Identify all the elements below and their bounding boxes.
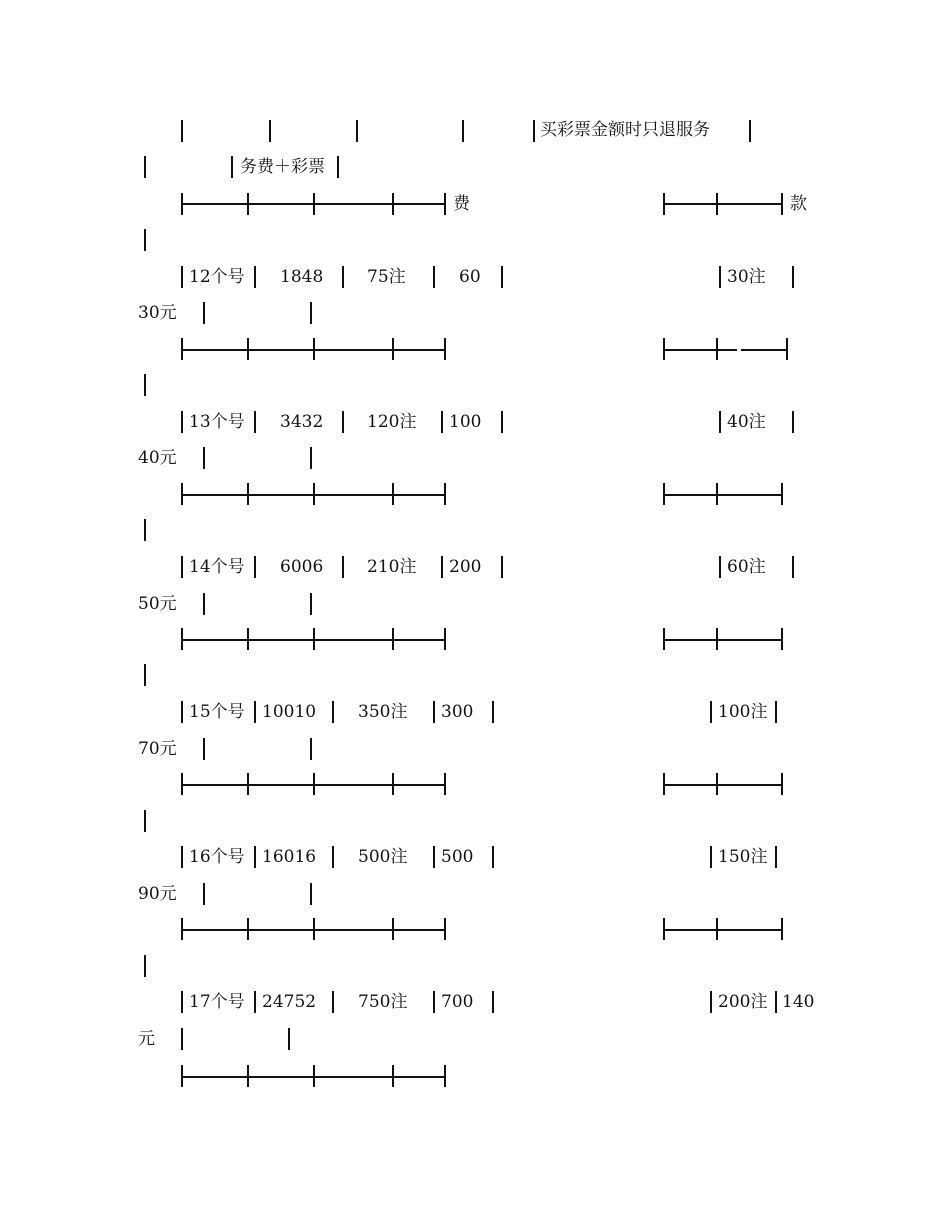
- table-border: [313, 918, 315, 940]
- table-border: [781, 773, 783, 795]
- table-border: [663, 628, 665, 650]
- table-border: [310, 738, 312, 760]
- table-border: [310, 302, 312, 324]
- table-border: [247, 773, 249, 795]
- table-border: [310, 593, 312, 615]
- table-border: [716, 338, 718, 360]
- table-border: [663, 193, 665, 215]
- table-border: [181, 846, 183, 868]
- table-border: [247, 193, 249, 215]
- table-border: [501, 411, 503, 433]
- table-border: [181, 556, 183, 578]
- table-rule: [664, 494, 782, 496]
- table-border: [392, 483, 394, 505]
- cell-refund-amount-unit: 元: [138, 1029, 155, 1049]
- table-border: [775, 846, 777, 868]
- table-border: [288, 1028, 290, 1050]
- table-border: [313, 338, 315, 360]
- table-border: [492, 701, 494, 723]
- cell-numbers: 15个号: [189, 702, 245, 722]
- table-border: [144, 519, 146, 541]
- table-border: [332, 701, 334, 723]
- table-border: [181, 193, 183, 215]
- table-border: [144, 664, 146, 686]
- table-border: [444, 628, 446, 650]
- cell-combos: 10010: [262, 702, 317, 722]
- table-rule: [717, 349, 737, 351]
- table-border: [337, 156, 339, 178]
- table-border: [492, 846, 494, 868]
- table-border: [247, 338, 249, 360]
- table-border: [310, 447, 312, 469]
- table-border: [181, 628, 183, 650]
- table-border: [786, 338, 788, 360]
- table-border: [181, 1028, 183, 1050]
- table-border: [492, 991, 494, 1013]
- table-border: [144, 229, 146, 251]
- table-border: [254, 266, 256, 288]
- table-border: [203, 302, 205, 324]
- cell-refund-amount: 40元: [138, 448, 177, 468]
- table-border: [269, 120, 271, 142]
- cell-refund-amount: 140: [782, 992, 815, 1012]
- table-border: [501, 266, 503, 288]
- header-title-part1: 买彩票金额时只退服务: [540, 120, 710, 140]
- table-border: [231, 156, 233, 178]
- table-border: [181, 773, 183, 795]
- table-border: [719, 266, 721, 288]
- table-border: [144, 374, 146, 396]
- table-border: [710, 991, 712, 1013]
- table-border: [203, 593, 205, 615]
- table-border: [433, 991, 435, 1013]
- table-border: [356, 120, 358, 142]
- table-border: [433, 701, 435, 723]
- table-border: [181, 701, 183, 723]
- table-border: [663, 918, 665, 940]
- table-border: [392, 918, 394, 940]
- table-border: [392, 628, 394, 650]
- table-border: [203, 738, 205, 760]
- table-border: [254, 846, 256, 868]
- header-kuan-label: 款: [790, 194, 807, 214]
- table-border: [441, 556, 443, 578]
- table-border: [254, 701, 256, 723]
- cell-refund-amount: 90元: [138, 884, 177, 904]
- cell-combos: 24752: [262, 992, 317, 1012]
- table-border: [716, 628, 718, 650]
- cell-numbers: 16个号: [189, 847, 245, 867]
- table-border: [719, 556, 721, 578]
- table-border: [792, 556, 794, 578]
- cell-refund-amount: 50元: [138, 594, 177, 614]
- cell-combos: 3432: [280, 412, 324, 432]
- table-border: [203, 883, 205, 905]
- table-border: [392, 193, 394, 215]
- table-border: [775, 991, 777, 1013]
- cell-combos: 6006: [280, 557, 324, 577]
- cell-refund-bets: 200注: [718, 992, 768, 1012]
- table-border: [392, 773, 394, 795]
- cell-refund-bets: 30注: [727, 267, 766, 287]
- table-border: [181, 338, 183, 360]
- cell-bets: 350注: [358, 702, 408, 722]
- table-border: [710, 701, 712, 723]
- table-border: [144, 810, 146, 832]
- cell-bets: 500注: [358, 847, 408, 867]
- table-border: [181, 483, 183, 505]
- table-border: [716, 483, 718, 505]
- table-border: [433, 266, 435, 288]
- table-border: [332, 846, 334, 868]
- cell-price: 60: [459, 267, 481, 287]
- cell-bets: 75注: [367, 267, 406, 287]
- table-border: [444, 773, 446, 795]
- table-border: [254, 991, 256, 1013]
- table-border: [254, 411, 256, 433]
- table-border: [663, 773, 665, 795]
- table-border: [181, 120, 183, 142]
- table-border: [716, 773, 718, 795]
- table-border: [313, 483, 315, 505]
- header-title-part2: 务费＋彩票: [240, 157, 325, 177]
- table-border: [392, 338, 394, 360]
- cell-numbers: 12个号: [189, 267, 245, 287]
- table-border: [781, 918, 783, 940]
- table-border: [781, 193, 783, 215]
- cell-bets: 120注: [367, 412, 417, 432]
- table-border: [501, 556, 503, 578]
- cell-price: 500: [441, 847, 474, 867]
- cell-combos: 1848: [280, 267, 324, 287]
- table-rule: [664, 784, 782, 786]
- table-border: [749, 120, 751, 142]
- table-border: [342, 266, 344, 288]
- table-rule: [664, 929, 782, 931]
- table-border: [775, 701, 777, 723]
- cell-numbers: 17个号: [189, 992, 245, 1012]
- table-border: [441, 411, 443, 433]
- table-border: [181, 266, 183, 288]
- table-rule: [664, 349, 716, 351]
- table-border: [313, 1065, 315, 1087]
- cell-combos: 16016: [262, 847, 317, 867]
- table-border: [444, 338, 446, 360]
- cell-numbers: 13个号: [189, 412, 245, 432]
- table-border: [792, 266, 794, 288]
- table-border: [181, 411, 183, 433]
- table-border: [433, 846, 435, 868]
- table-border: [144, 156, 146, 178]
- table-border: [181, 918, 183, 940]
- cell-refund-bets: 40注: [727, 412, 766, 432]
- table-border: [313, 628, 315, 650]
- table-border: [144, 955, 146, 977]
- cell-price: 200: [449, 557, 482, 577]
- table-border: [342, 411, 344, 433]
- cell-bets: 750注: [358, 992, 408, 1012]
- table-rule: [664, 203, 782, 205]
- table-border: [392, 1065, 394, 1087]
- table-border: [444, 918, 446, 940]
- table-rule: [741, 349, 787, 351]
- table-border: [181, 991, 183, 1013]
- header-fee-label: 费: [453, 194, 470, 214]
- table-border: [342, 556, 344, 578]
- cell-numbers: 14个号: [189, 557, 245, 577]
- cell-bets: 210注: [367, 557, 417, 577]
- table-border: [181, 1065, 183, 1087]
- table-border: [663, 483, 665, 505]
- cell-refund-amount: 70元: [138, 739, 177, 759]
- table-border: [716, 193, 718, 215]
- cell-refund-amount: 30元: [138, 303, 177, 323]
- cell-refund-bets: 60注: [727, 557, 766, 577]
- cell-refund-bets: 100注: [718, 702, 768, 722]
- table-border: [716, 918, 718, 940]
- table-border: [332, 991, 334, 1013]
- cell-refund-bets: 150注: [718, 847, 768, 867]
- cell-price: 100: [449, 412, 482, 432]
- cell-price: 300: [441, 702, 474, 722]
- table-border: [203, 447, 205, 469]
- table-border: [313, 193, 315, 215]
- table-border: [792, 411, 794, 433]
- table-border: [663, 338, 665, 360]
- table-border: [781, 628, 783, 650]
- table-border: [313, 773, 315, 795]
- table-border: [781, 483, 783, 505]
- cell-price: 700: [441, 992, 474, 1012]
- table-border: [247, 918, 249, 940]
- table-border: [310, 883, 312, 905]
- table-border: [444, 1065, 446, 1087]
- table-border: [444, 483, 446, 505]
- table-border: [444, 193, 446, 215]
- table-border: [247, 483, 249, 505]
- table-border: [719, 411, 721, 433]
- table-border: [710, 846, 712, 868]
- table-border: [462, 120, 464, 142]
- table-border: [247, 628, 249, 650]
- table-rule: [664, 639, 782, 641]
- table-border: [533, 120, 535, 142]
- table-border: [247, 1065, 249, 1087]
- table-border: [254, 556, 256, 578]
